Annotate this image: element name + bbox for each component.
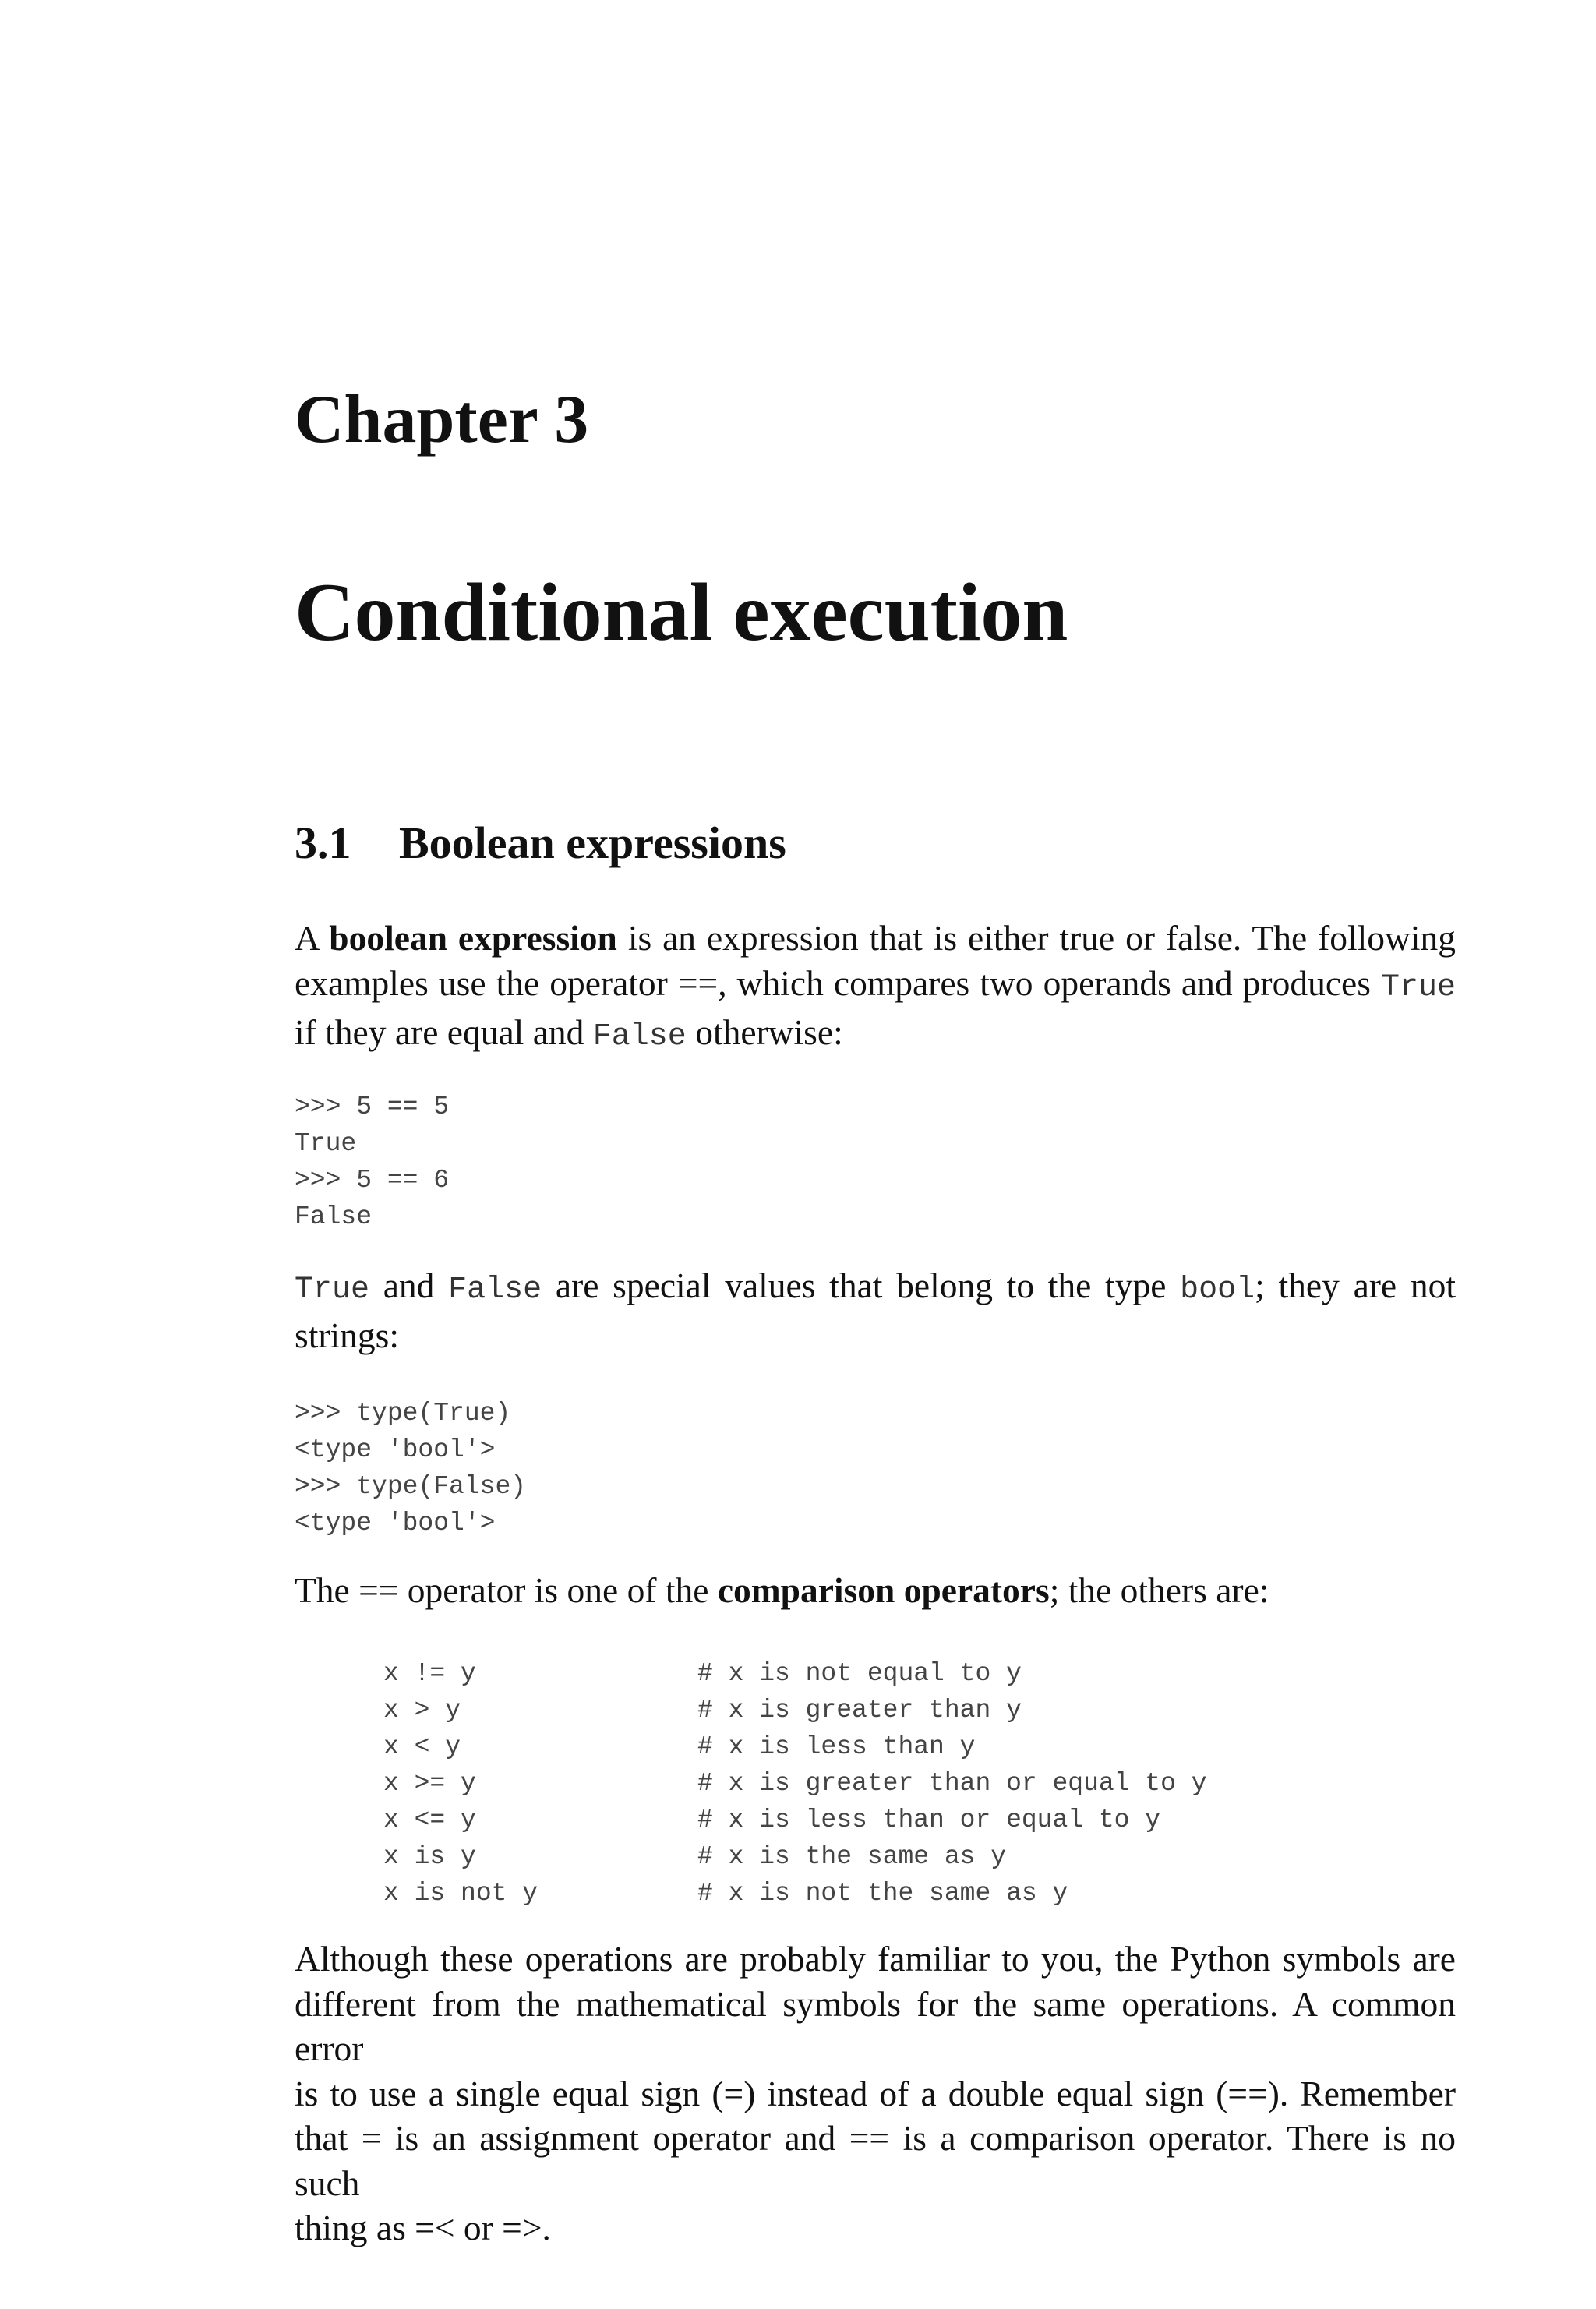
operator-comment: # x is the same as y xyxy=(697,1842,1007,1871)
operator-comment: # x is greater than or equal to y xyxy=(697,1769,1207,1798)
operator-comment: # x is less than or equal to y xyxy=(697,1806,1161,1834)
chapter-label: Chapter 3 xyxy=(295,382,589,457)
operator-comment: # x is not equal to y xyxy=(697,1659,1022,1688)
operator-expression: x <= y xyxy=(383,1806,476,1834)
paragraph-comparison-operators xyxy=(295,1568,1456,1613)
inline-code: bool xyxy=(1180,1273,1255,1308)
inline-code: True xyxy=(295,1273,370,1308)
operator-expression: x != y xyxy=(383,1659,476,1688)
section-number: 3.1 xyxy=(295,817,351,868)
operator-row xyxy=(383,1728,1207,1765)
operator-row xyxy=(383,1838,1207,1875)
chapter-title: Conditional execution xyxy=(295,567,1068,658)
code-block-equality xyxy=(295,1089,449,1235)
section-heading xyxy=(295,817,786,868)
inline-code: True xyxy=(1380,969,1456,1005)
operator-expression: x > y xyxy=(383,1696,461,1725)
operator-row xyxy=(383,1875,1207,1912)
text-run: are special values that belong to the type xyxy=(542,1266,1181,1305)
text-run: and xyxy=(369,1266,449,1305)
paragraph-line: that = is an assignment operator and == is a comparison operator. There is no such xyxy=(295,2118,1456,2203)
operator-list xyxy=(383,1655,1207,1912)
term-boolean-expression: boolean expression xyxy=(329,918,617,958)
paragraph-line xyxy=(295,1010,1456,1060)
code-block-type xyxy=(295,1395,526,1541)
paragraph-boolean-intro xyxy=(295,916,1456,1060)
operator-comment: # x is less than y xyxy=(697,1732,976,1761)
code-line: >>> 5 == 6 xyxy=(295,1166,450,1195)
code-line: >>> type(False) xyxy=(295,1472,527,1501)
paragraph-common-error xyxy=(295,1937,1456,2251)
operator-expression: x is y xyxy=(383,1842,476,1871)
paragraph-line xyxy=(295,1568,1456,1613)
text-run: otherwise: xyxy=(686,1012,843,1052)
code-line: True xyxy=(295,1129,357,1158)
inline-code: False xyxy=(592,1019,687,1054)
operator-expression: x < y xyxy=(383,1732,461,1761)
operator-comment: # x is greater than y xyxy=(697,1696,1022,1725)
paragraph-line: strings: xyxy=(295,1315,399,1355)
text-run: A xyxy=(295,918,330,958)
text-run: ; the others are: xyxy=(1049,1570,1269,1610)
operator-row xyxy=(383,1802,1207,1838)
text-run: The == operator is one of the xyxy=(295,1570,718,1610)
text-run: examples use the operator ==, which compares two operands and produces xyxy=(295,962,1381,1003)
operator-expression: x >= y xyxy=(383,1769,476,1798)
operator-row xyxy=(383,1765,1207,1802)
code-line: >>> 5 == 5 xyxy=(295,1093,450,1121)
operator-expression: x is not y xyxy=(383,1879,538,1908)
operator-comment: # x is not the same as y xyxy=(697,1879,1068,1908)
paragraph-line: Although these operations are probably familiar to you, the Python symbols are xyxy=(295,1939,1456,1979)
paragraph-line xyxy=(295,1263,1456,1313)
paragraph-line: different from the mathematical symbols for the same operations. A common error xyxy=(295,1983,1456,2068)
operator-row xyxy=(383,1655,1207,1692)
paragraph-line xyxy=(295,961,1456,1011)
code-line: <type 'bool'> xyxy=(295,1509,496,1538)
code-line: >>> type(True) xyxy=(295,1399,511,1428)
code-line: <type 'bool'> xyxy=(295,1435,496,1464)
paragraph-line xyxy=(295,916,1456,961)
paragraph-line: is to use a single equal sign (=) instead of a double equal sign (==). Remember xyxy=(295,2073,1456,2113)
paragraph-line: thing as =< or =>. xyxy=(295,2208,551,2247)
code-line: False xyxy=(295,1202,373,1231)
operator-row xyxy=(383,1692,1207,1728)
paragraph-bool-type xyxy=(295,1263,1456,1358)
text-run: if they are equal and xyxy=(295,1012,593,1052)
text-run: ; they are not xyxy=(1255,1266,1456,1305)
inline-code: False xyxy=(448,1273,542,1308)
text-run: is an expression that is either true or false. The following xyxy=(616,918,1457,958)
section-title: Boolean expressions xyxy=(399,817,786,868)
term-comparison-operators: comparison operators xyxy=(717,1570,1050,1610)
